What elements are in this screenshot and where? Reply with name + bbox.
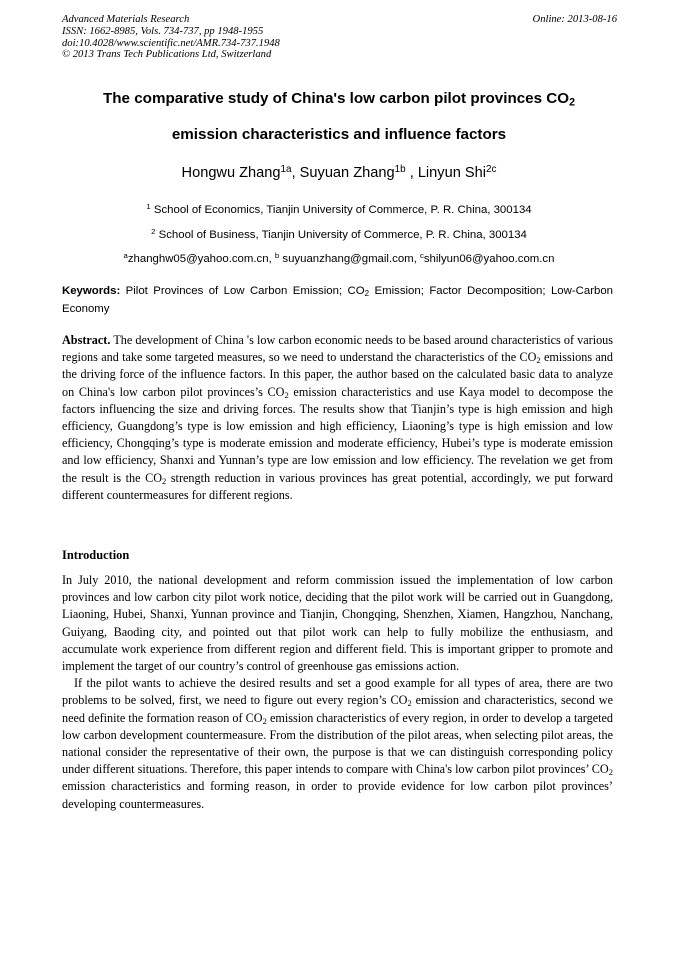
paragraph: If the pilot wants to achieve the desired results and set a good example for all types of area, there are two problems to be solved, first, we need to figure out every region’s $CO_2$ emission and characteristics, second we need definite the formation reason of $CO_2$ emission characteristics of every region, in order to develop a targeted low carbon development countermeasure. From the distribution of the pilot areas, when selecting pilot areas, the national consider the representative of their own, the purpose is that we can distinguish corresponding policy under different situations. Therefore, this paper intends to compare with China's low carbon pilot provinces’ $CO_2$ emission characteristics and forming reason, in order to provide evidence for low carbon pilot provinces’ developing countermeasures. [62,676,613,811]
author-name: Linyun Shi [417,165,486,181]
paper-title-line-2: emission characteristics and influence factors [171,126,507,143]
author-name: Hongwu Zhang [181,165,281,181]
keywords: Keywords: Pilot Provinces of Low Carbon Emission; $CO_2$ Emission; Factor Decomposition; Low-Carbon Economy [62,285,614,315]
email-line: $^a$zhanghw05@yahoo.com.cn, $^b$ suyuanzhang@gmail.com, $^c$shilyun06@yahoo.com.cn [123,251,555,265]
email-link[interactable]: zhanghw05@yahoo.com.cn, [127,253,272,265]
issn-line: ISSN: 1662-8985, Vols. 734-737, pp 1948-1955 [62,25,264,37]
keywords-label: Keywords: [62,285,121,297]
email-link[interactable]: suyuanzhang@gmail.com, [282,253,417,265]
introduction-body [62,572,613,813]
affiliation-2: $^2$ School of Business, Tianjin University of Commerce, P. R. China, 300134 [151,227,527,241]
abstract: Abstract. The development of China 's low carbon economic needs to be based around characteristics of various regions and take some targeted measures, so we need to understand the characteristics of the $CO_2$ emissions and the driving force of the influence factors. In this paper, the author based on the calculated basic data to analyze on China's low carbon pilot provinces’s $CO_2$ emission characteristics and use Kaya model to decompose the factors influencing the size and driving forces. The results show that Tianjin’s type is high emission and high efficiency, Guangdong’s type is low emission and high efficiency, Liaoning’s type is high emission and low efficiency, Chongqing’s type is moderate emission and moderate efficiency, Hubei’s type is moderate emission and low efficiency, Shanxi and Yunnan’s type are low emission and low efficiency. The revelation we get from the result is the $CO_2$ strength reduction in various provinces has great potential, accordingly, we put forward different countermeasures for different regions. [62,333,614,502]
journal-header [62,14,617,61]
email-link[interactable]: shilyun06@yahoo.com.cn [423,253,555,265]
section-heading-introduction: Introduction [62,548,130,562]
online-date: Online: 2013-08-16 [532,14,617,25]
affiliation-1: $^1$ School of Economics, Tianjin University of Commerce, P. R. China, 300134 [146,202,532,216]
paragraph: In July 2010, the national development and reform commission issued the implementation of low carbon provinces and low carbon city pilot work notice, deciding that the pilot work will be carried out in Guangdong, Liaoning, Hubei, Shanxi, Yunnan province and Tianjin, Chongqing, Shenzhen, Xiamen, Hangzhou, Nanchang, Guiyang, Baoding city, and pointed out that pilot work can help to fully mobilize the enthusiasm, and accumulate work experience from different region and different field. This is important gripper to promote and implement the target of our country’s control of greenhouse gas emissions action. [62,573,613,674]
journal-name: Advanced Materials Research [62,14,190,25]
abstract-label: Abstract. [62,333,111,347]
author-list: Hongwu Zhang$^{1a}$, Suyuan Zhang$^{1b}$ , Linyun Shi$^{2c}$ [181,164,497,181]
paper-title-line-1: The comparative study of China's low carbon pilot provinces $CO_2$ [103,90,575,109]
author-name: Suyuan Zhang [299,165,395,181]
copyright-line: © 2013 Trans Tech Publications Ltd, Switzerland [62,49,272,61]
doi-line: doi:10.4028/www.scientific.net/AMR.734-737.1948 [62,37,280,49]
